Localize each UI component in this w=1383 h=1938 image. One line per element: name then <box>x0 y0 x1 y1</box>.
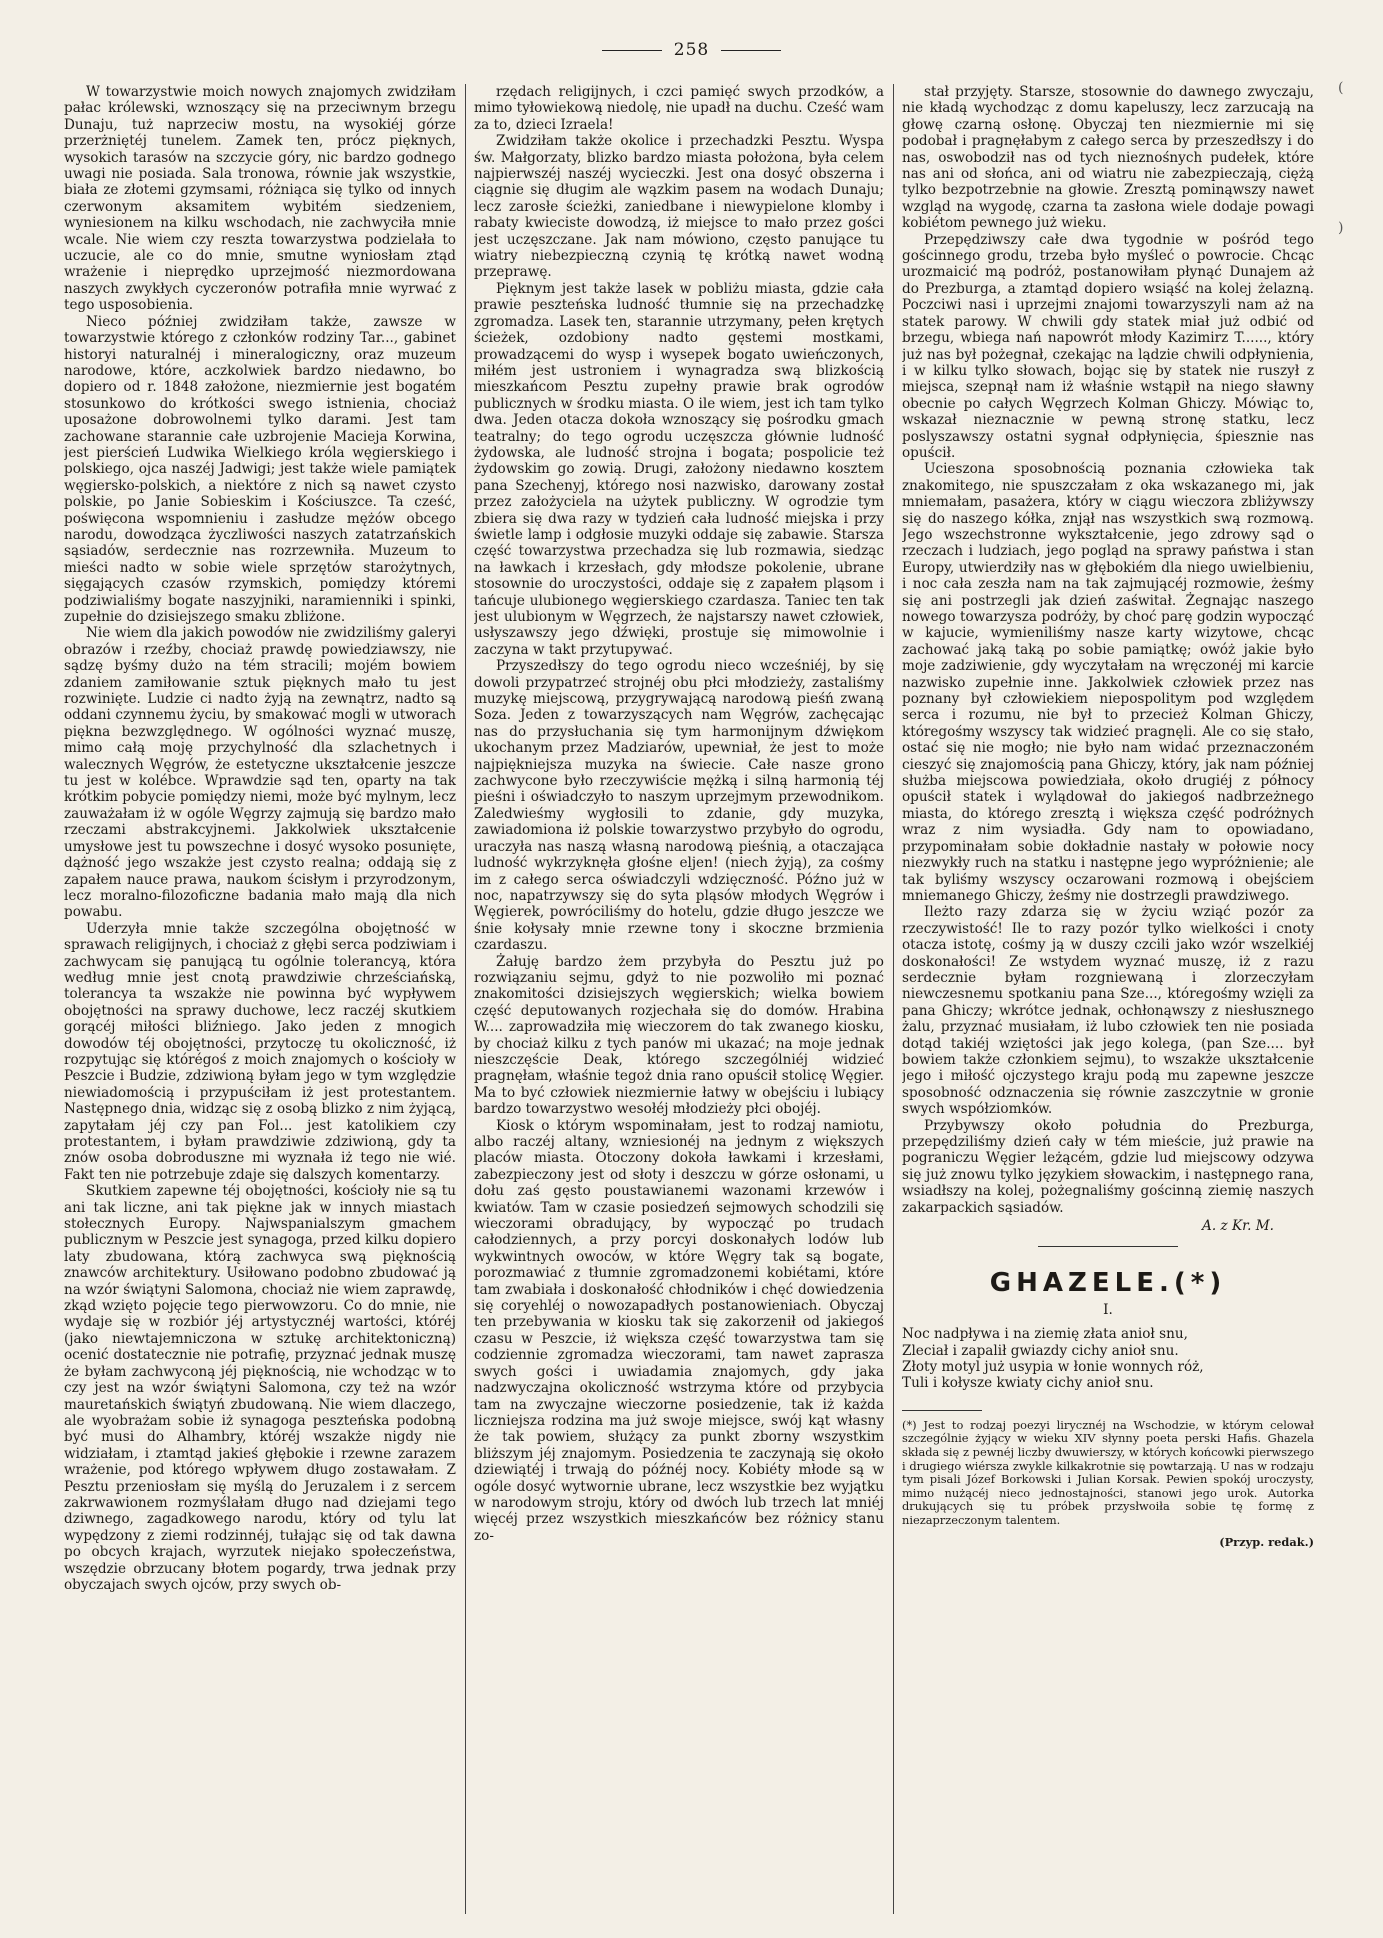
header-rule-left <box>602 50 662 51</box>
poem-line: Zleciał i zapalił gwiazdy cichy anioł snu. <box>902 1342 1179 1359</box>
column-divider <box>893 84 894 1914</box>
poem-number: I. <box>1103 1301 1113 1318</box>
paragraph: Zwidziłam także okolice i przechadzki Pesztu. Wyspa św. Małgorzaty, blizko bardzo miasta położona, była celem najpierwszéj naszéj wycieczki. Jest ona dosyć obszerna i ciągnie się długim ale wązkim pasem na wodach Dunaju; lecz zarosłe ścieżki, zaniedbane i niewypielone klomby i rabaty kwieciste dowodzą, iż miejsce to mało przez gości jest uczęszczane. Jak nam mówiono, często panujące tu wiatry niebezpieczną czynią tę krótką nawet wodną przeprawę. <box>474 133 884 281</box>
paragraph: rzędach religijnych, i czci pamięć swych przodków, a mimo tyłowiekową niedolę, nie upadł na duchu. Cześć wam za to, dzieci Izraela! <box>474 84 884 133</box>
paragraph: Ileżto razy zdarza się w życiu wziąć pozór za rzeczywistość! Ile to razy pozór tylko wielkości i cnoty otacza istotę, cośmy ją w duszy czcili jako wzór wszelkiéj doskonałości! Ze wstydem wyznać muszę, iż z razu serdecznie byłam rozgniewaną i zlorzeczyłam niewczesnemu spotkaniu pana Sze..., któregośmy wzięli za pana Ghiczy; wkrótce jednak, ochłonąwszy z niesłusznego żalu, przyznać musiałam, iż lubo człowiek ten nie posiada dotąd takiéj wziętości jak jego kolega, (pan Sze.... był bowiem także członkiem sejmu), to wszakże ukształcenie jego i miłość ojczystego kraju podą mu zapewne jeszcze sposobność odznaczenia się równie zaszczytnie w gronie swych współziomków. <box>902 904 1314 1118</box>
ghazele-title: GHAZELE.(*) <box>989 1268 1227 1299</box>
paragraph: stał przyjęty. Starsze, stosownie do dawnego zwyczaju, nie kładą wychodząc z domu kapeluszy, lecz zarzucają na głowę czarną osłonę. Obyczaj ten niezmiernie mi się podobał i pragnęłabym z całego serca by przeszedłszy i do nas, oswobodził nas od tych nieznośnych pudełek, które nas ani od słońca, ani od wiatru nie zabezpieczają, ciężą tylko bezpotrzebnie na głowie. Zresztą pominąwszy nawet wzgląd na wygodę, czarna ta zasłona wiele dodaje powagi kobiétom pewnego już wieku. <box>902 84 1314 232</box>
margin-bracket-mark: ) <box>1338 220 1344 236</box>
section-divider <box>1038 1246 1178 1247</box>
paragraph: Kiosk o którym wspominałam, jest to rodzaj namiotu, albo raczéj altany, wzniesionéj na jednym z większych placów miasta. Otoczony dokoła ławkami i krzesłami, zabezpieczony jest od słoty i deszczu w górze osłonami, u dołu zaś gęsto poustawianemi wazonami krzewów i kwiatów. Tam w czasie posiedzeń sejmowych schodzili się wieczorami obradujący, by wypocząć po trudach całodziennych, a przy porcyi doskonałych lodów lub wykwintnych owoców, w które Węgry tak są bogate, porozmawiać z tłumnie zgromadzonemi kobiétami, które tam zwabiała i doskonałość chłodników i chęć dowiedzenia się coryehléj o nowozapadłych postanowieniach. Obyczaj ten przebywania w kiosku tak się zakorzenił od jakiegoś czasu w Peszcie, iż większa część towarzystwa tam się codziennie zgromadza wieczorami, tam nawet zaprasza swych gości i uwiadamia znajomych, gdy jaka nadzwyczajna okoliczność wstrzyma które od przybycia tam na zwyczajne wieczorne posiedzenie, tak iż każda liczniejsza rodzina ma już swoje miejsce, swój kąt własny że tak powiem, służący za punkt zborny wszystkim bliższym jéj znajomym. Posiedzenia te zaczynają się około dziewiątéj i trwają do późnéj nocy. Kobiéty młode są w ogóle dosyć wytwornie ubrane, lecz wszystkie bez wyjątku w narodowym stroju, który od dwóch lub trzech lat mniéj więcéj przez wszystkich mieszkańców bez różnicy stanu zo- <box>474 1117 884 1544</box>
paragraph: Uderzyła mnie także szczególna obojętność w sprawach religijnych, i chociaż z głębi serca podziwiam i zachwycam się panującą tu ogólnie tolerancyą, która według mnie jest cnotą prawdziwie chrześciańską, tolerancya ta wszakże nie powinna być wypływem obojętności na sprawy duchowe, lecz raczéj skutkiem gorącéj miłości bliźniego. Jako jeden z mnogich dowodów téj obojętności, przytoczę tu okoliczność, iż rozpytując się którégoś z moich znajomych o kościoły w Peszcie i Budzie, zdziwioną byłam jego w tym względzie niewiadomością i przypuściłam iż jest protestantem. Następnego dnia, widząc się z osobą blizko z nim żyjącą, zapytałam jéj czy pan Fol... jest katolikiem czy protestantem, i byłam prawdziwie zdziwioną, gdy ta znów osoba dobroduszne mi wyznała iż tego nie wié. Fakt ten nie potrzebuje zdaje się dalszych komentarzy. <box>64 920 456 1183</box>
footnote-rule <box>902 1410 982 1411</box>
margin-bracket-mark: ( <box>1338 80 1344 96</box>
paragraph: Przepędziwszy całe dwa tygodnie w pośród tego gościnnego grodu, trzeba było myśleć o powrocie. Chcąc urozmaicić mą podróż, postanowiłam płynąć Dunajem aż do Prezburga, a ztamtąd dopiero wsiąść na kolej żelazną. Poczciwi nasi i uprzejmi znajomi towarzyszyli nam aż na statek parowy. W chwili gdy statek miał już odbić od brzegu, wbiega nań napowrót młody Kazimirz T......, który już nas był pożegnał, czekając na lądzie chwili odpłynienia, i w kilku tylko słowach, bojąc się by statek nie ruszył z miejsca, szepnął nam iż właśnie wstąpił na niego sławny obecnie po całych Węgrzech Kolman Ghiczy. Mówiąc to, wskazał nieznacznie w pewną stronę statku, lecz poslyszawszy ostatni sygnał odpłynięcia, śpiesznie nas opuścił. <box>902 231 1314 461</box>
footnote-text: (*) Jest to rodzaj poezyi lirycznéj na Wschodzie, w którym celował szczególnie żyjący w wieku XIV słynny poeta perski Hafis. Ghazela składa się z pewnéj liczby dwuwierszy, w których końcowki pierwszego i drugiego wiérsza zwykle kilkakrotnie się powtarzają. U nas w rodzaju tym pisali Józef Borkowski i Julian Korsak. Pewien spokój uroczysty, mimo nużącéj nieco jednostajności, stanowi jego urok. Autorka drukujących się tu próbek przysłwoiła sobie tę formę z niezaprzeczonym talentem. <box>902 1417 1314 1528</box>
paragraph: W towarzystwie moich nowych znajomych zwidziłam pałac królewski, wznoszący się na przeciwnym brzegu Dunaju, tuż naprzeciw mostu, na wysokiéj górze przerżniętéj tunelem. Zamek ten, prócz pięknych, wysokich tarasów na szczycie góry, nic bardzo godnego uwagi nie posiada. Sala tronowa, równie jak wszystkie, biała ze złotemi gzymsami, różniąca się tylko od innych czerwonym aksamitem wybitém siedzeniem, wyniesionem na kilku wschodach, nie zachwyciła mnie wcale. Nie wiem czy reszta towarzystwa podzielała to uczucie, ale co do mnie, smutne wyniosłam ztąd wrażenie i nieprędko uprzejmość niezmordowana naszych zwykłych cyczeronów potrafiła mnie wyrwać z tego usposobienia. <box>64 84 456 314</box>
poem <box>902 1326 1314 1392</box>
header-rule-right <box>721 50 781 51</box>
poem-line: Noc nadpływa i na ziemię złata anioł snu, <box>902 1326 1188 1343</box>
column-3 <box>902 84 1314 1914</box>
poem-line: Tuli i kołysze kwiaty cichy anioł snu. <box>902 1375 1154 1392</box>
column-divider <box>465 84 466 1914</box>
column-1 <box>64 84 456 1914</box>
paragraph: Pięknym jest także lasek w pobliżu miasta, gdzie cała prawie peszteńska ludność tłumnie się na przechadzkę zgromadza. Lasek ten, starannie utrzymany, pełen krętych ścieżek, ozdobiony nadto gęstemi mostkami, prowadzącemi do wysp i wysepek bogato uwieńczonych, miłém jest ustroniem i wynagradza swą blizkością mieszkańcom Pesztu zupełny prawie brak ogrodów publicznych w środku miasta. O ile wiem, jest ich tam tylko dwa. Jeden otacza dokoła wznoszący się pośrodku gmach teatralny; do tego ogrodu uczęszcza głównie ludność żydowska, ale ludność strojna i bogata; pospolicie też żydowskim go zowią. Drugi, założony niedawno kosztem pana Szechenyj, którego nosi nazwisko, darowany został przez założyciela na użytek publiczny. W ogrodzie tym zbiera się dwa razy w tydzień cała ludność miejska i przy świetle lamp i odgłosie muzyki oddaje się zabawie. Starsza część towarzystwa przechadza się lub rozmawia, siedząc na ławkach i krzesłach, gdy młodsze pokolenie, ubrane stosownie do uroczystości, oddaje się z zapałem pląsom i tańcuje ulubionego węgierskiego czardasza. Taniec ten tak jest ulubionym w Węgrzech, że najstarszy nawet człowiek, usłyszawszy jego dźwięki, prostuje się mimowolnie i zaczyna w takt przytupywać. <box>474 280 884 658</box>
poem-line: Złoty motyl już usypia w łonie wonnych róż, <box>902 1359 1204 1376</box>
footnote-signature: (Przyp. redak.) <box>1219 1534 1314 1549</box>
paragraph: Żałuję bardzo żem przybyła do Pesztu już po rozwiązaniu sejmu, gdyż to nie pozwoliło mi poznać znakomitości dzisiejszych węgierskich; wielka bowiem część deputowanych rozjechała się do domów. Hrabina W.... zaprowadziła mię wieczorem do tak zwanego kiosku, by chociaż kilku z tych panów mi ukazać; na moje jednak nieszczęście Deak, którego szczególniéj widzieć pragnęłam, właśnie tegoż dnia rano opuścił stolicę Węgier. Ma to być człowiek niezmiernie łatwy w obejściu i lubiący bardzo towarzystwo wesołéj młodzieży płci obojéj. <box>474 953 884 1118</box>
paragraph: Przyszedłszy do tego ogrodu nieco wcześniéj, by się dowoli przypatrzeć strojnéj obu płci młodzieży, zastaliśmy muzykę miejscową, przygrywającą narodową pieśń zwaną Soza. Jeden z towarzyszących nam Węgrów, zachęcając nas do przysłuchania się tym harmonijnym dźwiękom ukochanym przez Madziarów, upewniał, że jest to może najpiękniejsza muzyka na świecie. Całe nasze grono zachwycone było rzeczywiście mężką i silną harmonią téj pieśni i oświadczyło to naszym uprzejmym przewodnikom. Zaledwieśmy wygłosili to zdanie, gdy muzyka, zawiadomiona iż polskie towarzystwo przybyło do ogrodu, uraczyła nas naszą własną narodową pieśnią, a otaczająca ludność wykrzyknęła głośne eljen! (niech żyją), za cośmy im z całego serca oświadczyli wdzięczność. Późno już w noc, napatrzywszy się do syta pląsów młodych Węgrów i Węgierek, powróciliśmy do hotelu, gdzie długo jeszcze we śnie kołysały mnie rzewne tony i skoczne brzmienia czardaszu. <box>474 658 884 954</box>
footnote <box>902 1419 1314 1549</box>
page-header <box>0 40 1383 60</box>
paragraph: Ucieszona sposobnością poznania człowieka tak znakomitego, nie spuszczałam z oka wskazanego mi, jak mniemałam, pasażera, który w ciągu wieczora zbliżywszy się do naszego kółka, znjął nas wszystkich swą rozmową. Jego wszechstronne wykształcenie, jego zdrowy sąd o rzeczach i ludziach, jego pogląd na sprawy państwa i stan Europy, utwierdziły nas w głębokiém dla niego uwielbieniu, i noc cała zeszła nam na tak zajmującéj rozmowie, żeśmy się ani postrzegli jak dzień zaświtał. Żegnając naszego nowego towarzysza podróży, by choć parę godzin wypocząć w kajucie, wymieniliśmy nasze karty wizytowe, chcąc zachować jaką taką po sobie pamiątkę; owóż jakie było moje zadziwienie, gdy wyczytałam na wręczonéj mi karcie nazwisko zupełnie inne. Jakkolwiek człowiek przez nas poznany był człowiekiem niepospolitym pod względem serca i rozumu, nie był to przecież Kolman Ghiczy, któregośmy wszyscy tak widzieć pragnęli. Ale co się stało, ostać się nie mogło; nie było nam widać przeznaczoném cieszyć się znajomością pana Ghiczy, który, jak nam później służba miejscowa powiedziała, około drugiéj z północy opuścił statek i wylądował do jakiegoś nadbrzeżnego miasta, do którego zresztą i większa część podróżnych wraz z nim wysiadła. Gdy nam to opowiadano, przypominałam sobie dokładnie nastały w połowie nocy niezwykły ruch na statku i następne jego wypróżnienie; ale tak byliśmy wszyscy oczarowani rozmową i obejściem mniemanego Ghiczy, żeśmy nie dostrzegli prawdziwego. <box>902 461 1314 904</box>
paragraph: Nie wiem dla jakich powodów nie zwidziliśmy galeryi obrazów i rzeźby, chociaż prawdę powiedziawszy, nie sądzę byśmy dużo na tém stracili; mojém bowiem zdaniem zamiłowanie sztuk pięknych mało tu jest rozwinięte. Ludzie ci nadto żyją na zewnątrz, nadto są oddani czynnemu życiu, by smakować mogli w utworach piękna bezwzględnego. W ogólności wyznać muszę, mimo całą moję przychylność dla szlachetnych i walecznych Węgrów, że estetyczne ukształcenie jeszcze tu jest w kolébce. Wprawdzie sąd ten, oparty na tak krótkim pobycie pomiędzy niemi, może być mylnym, lecz zauważałam iż w ogóle Węgrzy zajmują się bardzo mało rzeczami abstrakcyjnemi. Jakkolwiek ukształcenie umysłowe jest tu powszechne i dosyć wysoko posunięte, dążność jego wszakże jest czysto realna; oddają się z zapałem nauce prawa, naukom ścisłym i przyrodzonym, lecz moralno-filozoficzne badania mało mają dla nich powabu. <box>64 625 456 921</box>
page-number: 258 <box>673 40 710 60</box>
paragraph: Skutkiem zapewne téj obojętności, kościoły nie są tu ani tak liczne, ani tak piękne jak w innych miastach stołecznych Europy. Najwspanialszym gmachem publicznym w Peszcie jest synagoga, przed kilku dopiero laty zbudowana, którą zachwyca swą pięknością znawców architektury. Usiłowano podobno zbudować ją na wzór świątyni Salomona, chociaż nie wiem zaprawdę, zkąd wzięto pojęcie tego pierwowzoru. Co do mnie, nie wydaje się w rozbiór jéj artystycznéj wartości, któréj (jako niewtajemniczona w sztukę architektoniczną) ocenić dostatecznie nie potrafię, przyznać jednak muszę że byłam zachwyconą jéj pięknością, nie wchodząc w to czy jest na wzór świątyni Salomona, czy też na wzór mauretańskich świątyń zbudowaną. Nie wiem dlaczego, ale wyobrażam sobie iż synagoga peszteńska podobną być musi do Alhambry, któréj wszakże nigdy nie widziałam, i ztamtąd jakieś głębokie i rzewne zarazem wrażenie, pod którego wpływem długo zostawałam. Z Pesztu przeniosłam się myślą do Jeruzalem i z sercem zakrwawionem rozmyślałam długo nad dziejami tego dziwnego, zagadkowego narodu, który od tylu lat wypędzony z ziemi rodzinnéj, tułając się od tak dawna po obcych krajach, wyrzutek niejako społeczeństwa, wszędzie obrzucany błotem pogardy, trwa jednak przy obyczajach swych ojców, przy swych ob- <box>64 1183 456 1593</box>
paragraph: Nieco później zwidziłam także, zawsze w towarzystwie którego z członków rodziny Tar..., gabinet historyi naturalnéj i mineralogiczny, oraz muzeum narodowe, które, aczkolwiek bardzo niedawno, bo dopiero od r. 1848 założone, niezmiernie jest bogatém stosunkowo do krótkości swego istnienia, chociaż uposażone dobrowolnemi tylko darami. Jest tam zachowane starannie całe uzbrojenie Macieja Korwina, jest pierścień Ludwika Wielkiego króla węgierskiego i polskiego, ojca naszéj Jadwigi; jest także wiele pamiątek węgiersko-polskich, a niektóre z nich są nawet czysto polskie, po Janie Sobieskim i Kościuszce. Ta cześć, poświęcona wspomnieniu i zasłudze mężów obcego narodu, dowodząca życzliwości naszych zatatrzańskich sąsiadów, serdecznie nas rozrzewniła. Muzeum to mieści nadto w sobie wiele sprzętów starożytnych, sięgających czasów rzymskich, pomiędzy któremi podziwialiśmy bogate naszyjniki, naramienniki i spinki, zupełnie do dzisiejszego smaku zbliżone. <box>64 313 456 625</box>
paragraph: Przybywszy około południa do Prezburga, przepędziliśmy dzień cały w tém mieście, już prawie na pograniczu Węgier leżącém, gdzie lud miejscowy odzywa się już znowu tylko językiem słowackim, i następnego rana, wsiadłszy na kolej, pożegnaliśmy gościnną ziemię naszych zakarpackich sąsiadów. <box>902 1117 1314 1216</box>
column-2 <box>474 84 884 1914</box>
article-signature: A. z Kr. M. <box>1202 1218 1274 1235</box>
